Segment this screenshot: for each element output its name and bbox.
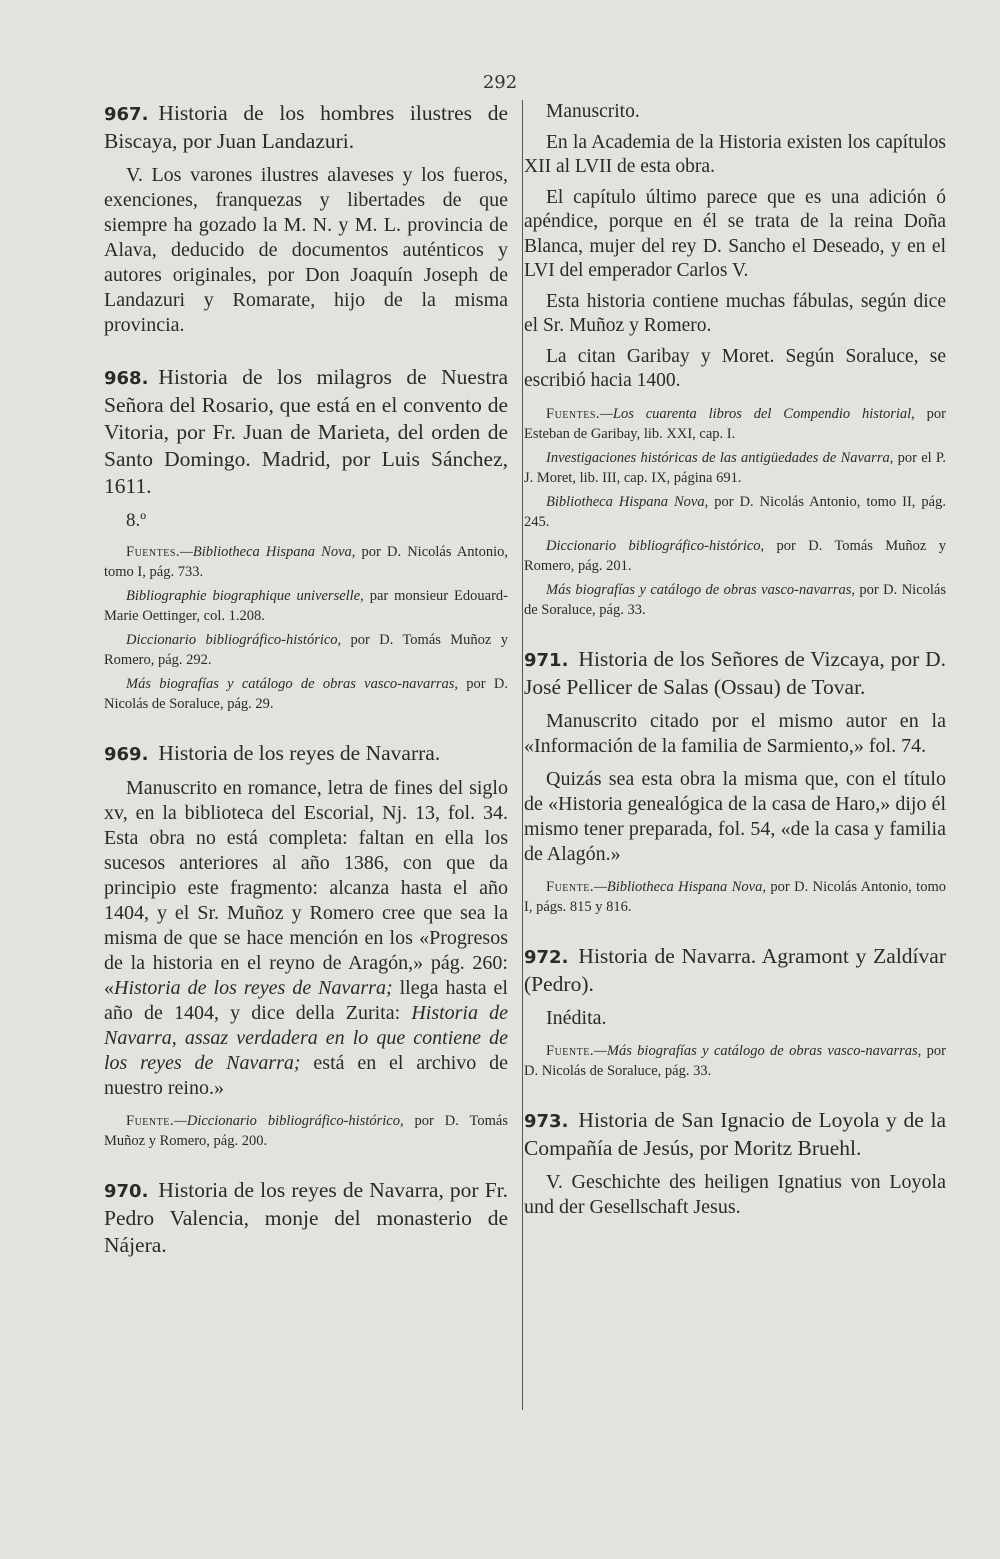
entry-paragraph: V. Geschichte des heiligen Ignatius von Loyola und der Gesellschaft Jesus.	[524, 1170, 946, 1218]
source-title: Bibliographie biographique universelle,	[126, 588, 364, 604]
entry-body	[104, 776, 508, 1101]
entry-title: Historia de los reyes de Navarra, por Fr. Pedro Valencia, monje del monasterio de Nájera.	[104, 1178, 508, 1257]
entry-title: Historia de los Señores de Vizcaya, por D. José Pellicer de Salas (Ossau) de Tovar.	[524, 646, 946, 699]
source-title: —Los cuarenta libros del Compendio historial,	[600, 405, 915, 422]
source-detail: por D. Tomás Muñoz y Romero, pág. 200.	[104, 1113, 508, 1149]
entry-heading	[524, 943, 946, 998]
entry-title: Historia de los milagros de Nuestra Señora del Rosario, que está en el convento de Vitoria, por Fr. Juan de Marieta, del orden de Santo Domingo. Madrid, por Luis Sánchez, 1611.	[104, 365, 508, 498]
entry-title: Historia de los reyes de Navarra.	[158, 741, 441, 765]
source-title: Bibliotheca Hispana Nova,	[546, 493, 709, 510]
source-item	[104, 1111, 508, 1151]
entry-title: Historia de los hombres ilustres de Biscaya, por Juan Landazuri.	[104, 101, 508, 153]
source-item	[104, 630, 508, 670]
source-title: Diccionario bibliográfico-histórico,	[546, 537, 765, 554]
sources-label: Fuente.	[126, 1113, 174, 1129]
entry-number: 973.	[524, 1110, 569, 1132]
source-title: —Bibliotheca Hispana Nova,	[180, 544, 356, 560]
body-text: llega hasta el año de 1404, y dice della Zurita:	[104, 977, 508, 1024]
sources	[524, 404, 946, 620]
entry-paragraph: El capítulo último parece que es una adición ó apéndice, porque en él se trata de la reina Doña Blanca, mujer del rey D. Sancho el Deseado, y en el LVI del emperador Carlos V.	[524, 186, 946, 281]
source-item	[104, 674, 508, 714]
source-item	[524, 492, 946, 532]
sources	[104, 542, 508, 714]
body-italic: Historia de los reyes de Navarra;	[114, 977, 393, 999]
entry-number: 971.	[524, 649, 569, 671]
source-detail: por D. Nicolás de Soraluce, pág. 29.	[104, 676, 508, 712]
column-divider	[522, 100, 523, 1410]
entry-title: Historia de Navarra. Agramont y Zaldívar (Pedro).	[524, 943, 946, 996]
entry-paragraph: Inédita.	[546, 1006, 607, 1029]
source-item	[524, 536, 946, 576]
sources-label: Fuente.	[546, 1042, 594, 1059]
page-number: 292	[482, 72, 518, 93]
source-item	[524, 580, 946, 620]
entry-969	[104, 740, 508, 1151]
sources	[104, 1111, 508, 1151]
entry-heading	[104, 364, 508, 500]
source-item	[104, 542, 508, 582]
source-title: Más biografías y catálogo de obras vasco-navarras,	[546, 581, 855, 598]
source-item	[524, 1041, 946, 1081]
entry-paragraph: Manuscrito citado por el mismo autor en la «Información de la familia de Sarmiento,» fol. 74.	[524, 709, 946, 757]
source-title: Investigaciones históricas de las antigüedades de Navarra,	[546, 449, 894, 466]
entry-number: 967.	[104, 104, 149, 125]
entry-number: 970.	[104, 1181, 149, 1202]
source-detail: por D. Tomás Muñoz y Romero, pág. 292.	[104, 632, 508, 668]
entry-heading	[104, 100, 508, 155]
entry-973	[524, 1107, 946, 1220]
source-title: —Más biografías y catálogo de obras vasco-navarras,	[593, 1042, 922, 1059]
source-detail: par monsieur Edouard-Marie Oettinger, col. 1.208.	[104, 588, 508, 624]
entry-paragraph: Manuscrito.	[546, 101, 640, 122]
entry-paragraph: Quizás sea esta obra la misma que, con el título de «Historia genealógica de la casa de Haro,» dijo él mismo tener preparada, fol. 54, «de la casa y familia de Alagón.»	[524, 767, 946, 865]
body-text: está en el archivo de nuestro reino.»	[104, 1052, 508, 1099]
entry-971	[524, 646, 946, 917]
source-item	[524, 877, 946, 917]
source-title: —Diccionario bibliográfico-histórico,	[173, 1113, 404, 1129]
sources	[524, 1041, 946, 1081]
entry-970-continued	[524, 100, 946, 620]
entry-paragraph: En la Academia de la Historia existen los capítulos XII al LVII de esta obra.	[524, 131, 946, 177]
source-item	[104, 586, 508, 626]
entry-heading	[524, 1107, 946, 1162]
entry-heading	[524, 646, 946, 701]
entry-body: V. Los varones ilustres alaveses y los fueros, exenciones, franquezas y libertades de que siempre ha gozado la M. N. y M. L. provincia de Alava, deducido de documentos auténticos y autores originales, por Don Joaquín Joseph de Landazuri y Romarate, hijo de la misma provincia.	[104, 164, 508, 336]
source-detail: por D. Nicolás de Soraluce, pág. 33.	[524, 581, 947, 618]
sources	[524, 877, 946, 917]
entry-968	[104, 364, 508, 714]
left-column	[104, 100, 508, 1285]
sources-label: Fuente.	[546, 878, 594, 895]
source-detail: por D. Nicolás Antonio, tomo I, págs. 815 y 816.	[524, 878, 946, 915]
entry-heading	[104, 740, 508, 768]
body-text: Manuscrito en romance, letra de fines del siglo xv, en la biblioteca del Escorial, Nj. 13, fol. 34. Esta obra no está completa: faltan en ella los sucesos anteriores al año 1386, con que da principio este fragmento: alcanza hasta el año 1404, y el Sr. Muñoz y Romero cree que sea la misma de que se hace mención en los «Progresos de la historia en el reyno de Aragón,» pág. 260: «	[104, 777, 508, 999]
source-detail: por D. Nicolás Antonio, tomo II, pág. 245.	[524, 493, 946, 530]
source-item	[524, 448, 946, 488]
entry-paragraph: Esta historia contiene muchas fábulas, según dice el Sr. Muñoz y Romero.	[524, 290, 946, 336]
right-column	[524, 100, 946, 1246]
source-detail: por D. Tomás Muñoz y Romero, pág. 201.	[524, 537, 946, 574]
entry-number: 969.	[104, 744, 149, 765]
entry-970	[104, 1177, 508, 1259]
entry-format: 8.º	[126, 510, 147, 531]
source-title: Más biografías y catálogo de obras vasco-navarras,	[126, 676, 459, 692]
source-title: Diccionario bibliográfico-histórico,	[126, 632, 342, 648]
entry-paragraph: La citan Garibay y Moret. Según Soraluce, se escribió hacia 1400.	[524, 345, 946, 391]
sources-label: Fuentes.	[546, 405, 601, 422]
source-detail: por D. Nicolás de Soraluce, pág. 33.	[524, 1042, 946, 1079]
source-detail: por D. Nicolás Antonio, tomo I, pág. 733.	[104, 544, 508, 580]
entry-number: 968.	[104, 368, 149, 389]
entry-number: 972.	[524, 946, 569, 968]
source-title: —Bibliotheca Hispana Nova,	[593, 878, 766, 895]
source-item	[524, 404, 946, 444]
entry-972	[524, 943, 946, 1081]
body-italic: Historia de Navarra, assaz verdadera en lo que contiene de los reyes de Navarra;	[104, 1002, 509, 1074]
source-detail: por el P. J. Moret, lib. III, cap. IX, página 691.	[524, 449, 947, 486]
entry-heading	[104, 1177, 508, 1259]
entry-967	[104, 100, 508, 338]
sources-label: Fuentes.	[126, 544, 181, 560]
entry-title: Historia de San Ignacio de Loyola y de la Compañía de Jesús, por Moritz Bruehl.	[524, 1107, 946, 1160]
source-detail: por Esteban de Garibay, lib. XXI, cap. I.	[524, 405, 946, 442]
